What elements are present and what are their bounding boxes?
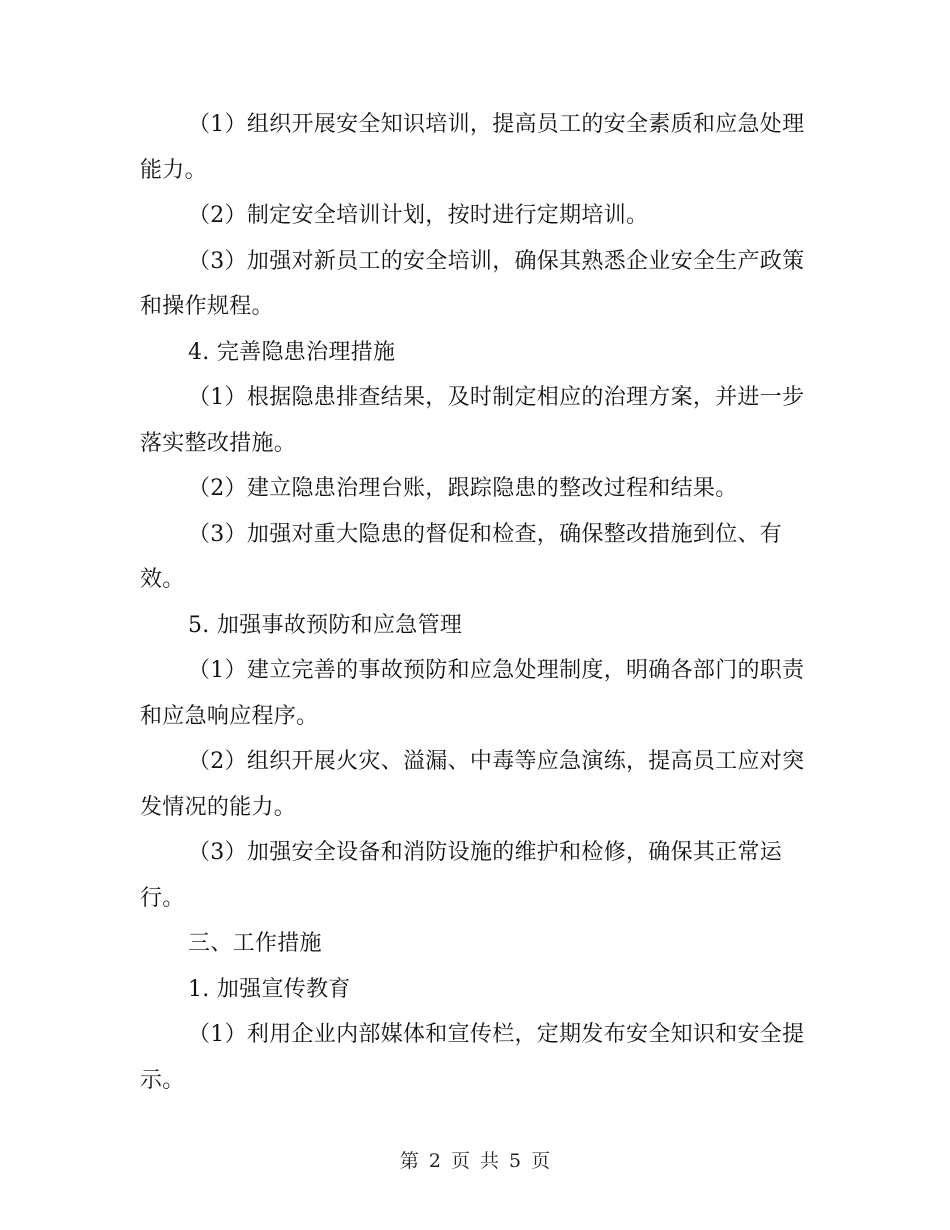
page-number-footer: 第 2 页 共 5 页 (399, 1150, 551, 1172)
document-body (140, 102, 808, 1103)
chapter-heading: 三、工作措施 (188, 931, 322, 956)
paragraph: （2）建立隐患治理台账，跟踪隐患的整改过程和结果。 (188, 476, 738, 501)
section-heading: 1. 加强宣传教育 (188, 976, 351, 1002)
section-heading: 5. 加强事故预防和应急管理 (188, 612, 463, 638)
paragraph: （2）制定安全培训计划，按时进行定期培训。 (188, 203, 649, 228)
paragraph: （3）加强对新员工的安全培训，确保其熟悉企业安全生产政策和操作规程。 (140, 248, 805, 319)
section-heading: 4. 完善隐患治理措施 (188, 339, 396, 365)
paragraph: （1）利用企业内部媒体和宣传栏，定期发布安全知识和安全提示。 (140, 1022, 805, 1093)
paragraph: （2）组织开展火灾、溢漏、中毒等应急演练，提高员工应对突发情况的能力。 (140, 749, 805, 820)
paragraph: （3）加强对重大隐患的督促和检查，确保整改措施到位、有效。 (140, 521, 783, 592)
paragraph: （1）根据隐患排查结果，及时制定相应的治理方案，并进一步落实整改措施。 (140, 385, 805, 456)
paragraph: （1）组织开展安全知识培训，提高员工的安全素质和应急处理能力。 (140, 112, 805, 183)
paragraph: （1）建立完善的事故预防和应急处理制度，明确各部门的职责和应急响应程序。 (140, 658, 805, 729)
paragraph: （3）加强安全设备和消防设施的维护和检修，确保其正常运行。 (140, 840, 783, 911)
